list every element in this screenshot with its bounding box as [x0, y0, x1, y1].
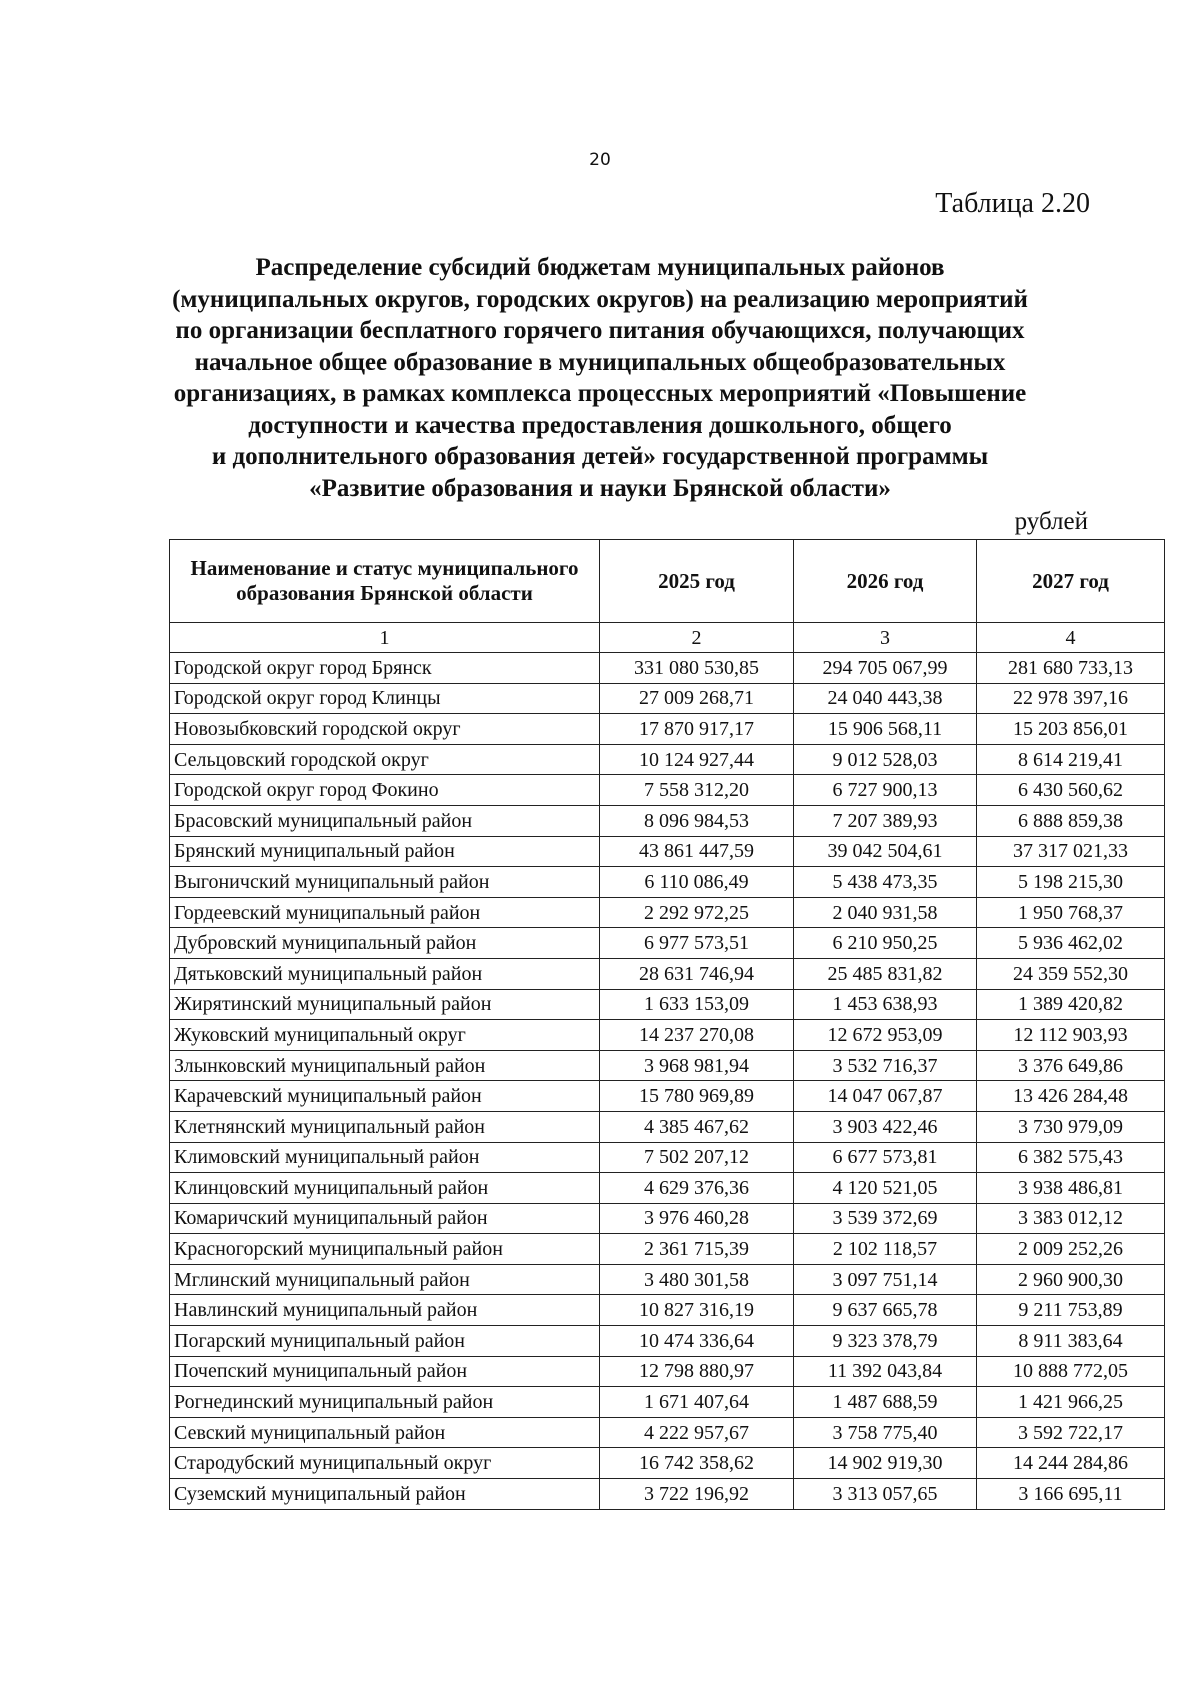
value-2027: 1 421 966,25: [977, 1387, 1165, 1418]
value-2025: 3 968 981,94: [600, 1050, 794, 1081]
value-2026: 6 727 900,13: [794, 775, 977, 806]
value-2027: 6 888 859,38: [977, 805, 1165, 836]
value-2026: 14 047 067,87: [794, 1081, 977, 1112]
municipality-name: Навлинский муниципальный район: [170, 1295, 600, 1326]
value-2026: 15 906 568,11: [794, 714, 977, 745]
value-2027: 22 978 397,16: [977, 683, 1165, 714]
value-2027: 10 888 772,05: [977, 1356, 1165, 1387]
value-2025: 2 361 715,39: [600, 1234, 794, 1265]
value-2027: 1 389 420,82: [977, 989, 1165, 1020]
value-2027: 37 317 021,33: [977, 836, 1165, 867]
municipality-name: Гордеевский муниципальный район: [170, 897, 600, 928]
table-row: [170, 1203, 1165, 1234]
value-2025: 6 110 086,49: [600, 867, 794, 898]
value-2025: 43 861 447,59: [600, 836, 794, 867]
value-2026: 3 903 422,46: [794, 1111, 977, 1142]
value-2026: 1 487 688,59: [794, 1387, 977, 1418]
column-number: 3: [794, 623, 977, 653]
municipality-name: Климовский муниципальный район: [170, 1142, 600, 1173]
column-number: 4: [977, 623, 1165, 653]
value-2027: 13 426 284,48: [977, 1081, 1165, 1112]
column-number: 1: [170, 623, 600, 653]
table-row: [170, 928, 1165, 959]
value-2025: 1 671 407,64: [600, 1387, 794, 1418]
table-row: [170, 897, 1165, 928]
value-2027: 3 730 979,09: [977, 1111, 1165, 1142]
value-2025: 4 629 376,36: [600, 1173, 794, 1204]
municipality-name: Жирятинский муниципальный район: [170, 989, 600, 1020]
table-row: [170, 653, 1165, 684]
value-2025: 10 474 336,64: [600, 1326, 794, 1357]
value-2025: 6 977 573,51: [600, 928, 794, 959]
value-2026: 39 042 504,61: [794, 836, 977, 867]
value-2025: 12 798 880,97: [600, 1356, 794, 1387]
table-row: [170, 1081, 1165, 1112]
municipality-name: Погарский муниципальный район: [170, 1326, 600, 1357]
value-2026: 14 902 919,30: [794, 1448, 977, 1479]
value-2026: 9 637 665,78: [794, 1295, 977, 1326]
table-label: Таблица 2.20: [935, 188, 1090, 219]
value-2026: 3 313 057,65: [794, 1479, 977, 1510]
value-2025: 14 237 270,08: [600, 1020, 794, 1051]
value-2027: 281 680 733,13: [977, 653, 1165, 684]
value-2027: 12 112 903,93: [977, 1020, 1165, 1051]
table-row: [170, 958, 1165, 989]
value-2027: 15 203 856,01: [977, 714, 1165, 745]
table-row: [170, 714, 1165, 745]
value-2026: 9 323 378,79: [794, 1326, 977, 1357]
municipality-name: Брянский муниципальный район: [170, 836, 600, 867]
value-2027: 5 198 215,30: [977, 867, 1165, 898]
value-2027: 9 211 753,89: [977, 1295, 1165, 1326]
municipality-name: Жуковский муниципальный округ: [170, 1020, 600, 1051]
municipality-name: Дятьковский муниципальный район: [170, 958, 600, 989]
table-row: [170, 1326, 1165, 1357]
title-line: организациях, в рамках комплекса процессных мероприятий «Повышение: [173, 380, 1027, 407]
table-row: [170, 989, 1165, 1020]
value-2027: 14 244 284,86: [977, 1448, 1165, 1479]
table-row: [170, 1142, 1165, 1173]
value-2026: 294 705 067,99: [794, 653, 977, 684]
value-2027: 6 382 575,43: [977, 1142, 1165, 1173]
value-2027: 2 009 252,26: [977, 1234, 1165, 1265]
table-row: [170, 867, 1165, 898]
value-2025: 1 633 153,09: [600, 989, 794, 1020]
table-row: [170, 1387, 1165, 1418]
value-2026: 9 012 528,03: [794, 744, 977, 775]
table-row: [170, 1448, 1165, 1479]
page-number: 20: [589, 150, 611, 170]
municipality-name: Городской округ город Клинцы: [170, 683, 600, 714]
municipality-name: Мглинский муниципальный район: [170, 1264, 600, 1295]
value-2026: 4 120 521,05: [794, 1173, 977, 1204]
municipality-name: Городской округ город Брянск: [170, 653, 600, 684]
value-2027: 3 938 486,81: [977, 1173, 1165, 1204]
municipality-name: Красногорский муниципальный район: [170, 1234, 600, 1265]
column-header-2026: 2026 год: [794, 540, 977, 623]
table-row: [170, 805, 1165, 836]
value-2026: 12 672 953,09: [794, 1020, 977, 1051]
table-row: [170, 836, 1165, 867]
title-line: начальное общее образование в муниципальных общеобразовательных: [194, 348, 1006, 376]
municipality-name: Новозыбковский городской округ: [170, 714, 600, 745]
municipality-name: Городской округ город Фокино: [170, 775, 600, 806]
value-2025: 10 827 316,19: [600, 1295, 794, 1326]
value-2025: 331 080 530,85: [600, 653, 794, 684]
table-row: [170, 1356, 1165, 1387]
value-2025: 8 096 984,53: [600, 805, 794, 836]
table-row: [170, 744, 1165, 775]
column-header-2027: 2027 год: [977, 540, 1165, 623]
table-row: [170, 1417, 1165, 1448]
value-2026: 3 532 716,37: [794, 1050, 977, 1081]
municipality-name: Севский муниципальный район: [170, 1417, 600, 1448]
column-number-row: [170, 623, 1165, 653]
value-2027: 8 911 383,64: [977, 1326, 1165, 1357]
table-row: [170, 1264, 1165, 1295]
value-2025: 17 870 917,17: [600, 714, 794, 745]
column-number: 2: [600, 623, 794, 653]
municipality-name: Комаричский муниципальный район: [170, 1203, 600, 1234]
value-2027: 3 383 012,12: [977, 1203, 1165, 1234]
value-2026: 24 040 443,38: [794, 683, 977, 714]
value-2026: 2 040 931,58: [794, 897, 977, 928]
table-header-row: [170, 540, 1165, 623]
title-line: Распределение субсидий бюджетам муниципальных районов: [255, 254, 945, 281]
title-line: доступности и качества предоставления дошкольного, общего: [248, 411, 952, 439]
value-2027: 3 376 649,86: [977, 1050, 1165, 1081]
municipality-name: Рогнединский муниципальный район: [170, 1387, 600, 1418]
column-header-name: Наименование и статус муниципального образования Брянской области: [170, 540, 600, 623]
value-2025: 16 742 358,62: [600, 1448, 794, 1479]
table-row: [170, 1295, 1165, 1326]
value-2027: 8 614 219,41: [977, 744, 1165, 775]
value-2027: 5 936 462,02: [977, 928, 1165, 959]
value-2027: 3 592 722,17: [977, 1417, 1165, 1448]
value-2026: 3 758 775,40: [794, 1417, 977, 1448]
title-line: и дополнительного образования детей» государственной программы: [211, 443, 989, 470]
table-row: [170, 1479, 1165, 1510]
value-2025: 15 780 969,89: [600, 1081, 794, 1112]
table-row: [170, 1234, 1165, 1265]
value-2025: 7 558 312,20: [600, 775, 794, 806]
value-2025: 4 385 467,62: [600, 1111, 794, 1142]
table-row: [170, 1050, 1165, 1081]
municipality-name: Дубровский муниципальный район: [170, 928, 600, 959]
municipality-name: Злынковский муниципальный район: [170, 1050, 600, 1081]
table-row: [170, 775, 1165, 806]
value-2026: 6 677 573,81: [794, 1142, 977, 1173]
table-row: [170, 1111, 1165, 1142]
municipality-name: Стародубский муниципальный округ: [170, 1448, 600, 1479]
municipality-name: Клинцовский муниципальный район: [170, 1173, 600, 1204]
value-2026: 2 102 118,57: [794, 1234, 977, 1265]
value-2026: 3 097 751,14: [794, 1264, 977, 1295]
table-row: [170, 1020, 1165, 1051]
value-2025: 2 292 972,25: [600, 897, 794, 928]
title-line: по организации бесплатного горячего питания обучающихся, получающих: [175, 317, 1025, 344]
value-2027: 3 166 695,11: [977, 1479, 1165, 1510]
municipality-name: Выгоничский муниципальный район: [170, 867, 600, 898]
municipality-name: Сельцовский городской округ: [170, 744, 600, 775]
value-2027: 1 950 768,37: [977, 897, 1165, 928]
value-2026: 1 453 638,93: [794, 989, 977, 1020]
value-2026: 6 210 950,25: [794, 928, 977, 959]
value-2025: 3 722 196,92: [600, 1479, 794, 1510]
value-2026: 11 392 043,84: [794, 1356, 977, 1387]
municipality-name: Клетнянский муниципальный район: [170, 1111, 600, 1142]
value-2027: 2 960 900,30: [977, 1264, 1165, 1295]
municipality-name: Суземский муниципальный район: [170, 1479, 600, 1510]
value-2027: 24 359 552,30: [977, 958, 1165, 989]
value-2025: 28 631 746,94: [600, 958, 794, 989]
table-body: [170, 653, 1165, 1510]
subsidy-table: [169, 539, 1165, 1510]
title-line: «Развитие образования и науки Брянской области»: [309, 474, 891, 502]
municipality-name: Карачевский муниципальный район: [170, 1081, 600, 1112]
value-2025: 4 222 957,67: [600, 1417, 794, 1448]
municipality-name: Почепский муниципальный район: [170, 1356, 600, 1387]
units-label: рублей: [1014, 508, 1088, 535]
value-2025: 3 480 301,58: [600, 1264, 794, 1295]
value-2025: 3 976 460,28: [600, 1203, 794, 1234]
value-2025: 27 009 268,71: [600, 683, 794, 714]
table-row: [170, 1173, 1165, 1204]
value-2026: 7 207 389,93: [794, 805, 977, 836]
value-2026: 3 539 372,69: [794, 1203, 977, 1234]
column-header-2025: 2025 год: [600, 540, 794, 623]
title-line: (муниципальных округов, городских округов) на реализацию мероприятий: [172, 285, 1028, 313]
table-row: [170, 683, 1165, 714]
value-2025: 7 502 207,12: [600, 1142, 794, 1173]
value-2026: 5 438 473,35: [794, 867, 977, 898]
value-2026: 25 485 831,82: [794, 958, 977, 989]
municipality-name: Брасовский муниципальный район: [170, 805, 600, 836]
table-title: [140, 252, 1060, 504]
value-2025: 10 124 927,44: [600, 744, 794, 775]
value-2027: 6 430 560,62: [977, 775, 1165, 806]
